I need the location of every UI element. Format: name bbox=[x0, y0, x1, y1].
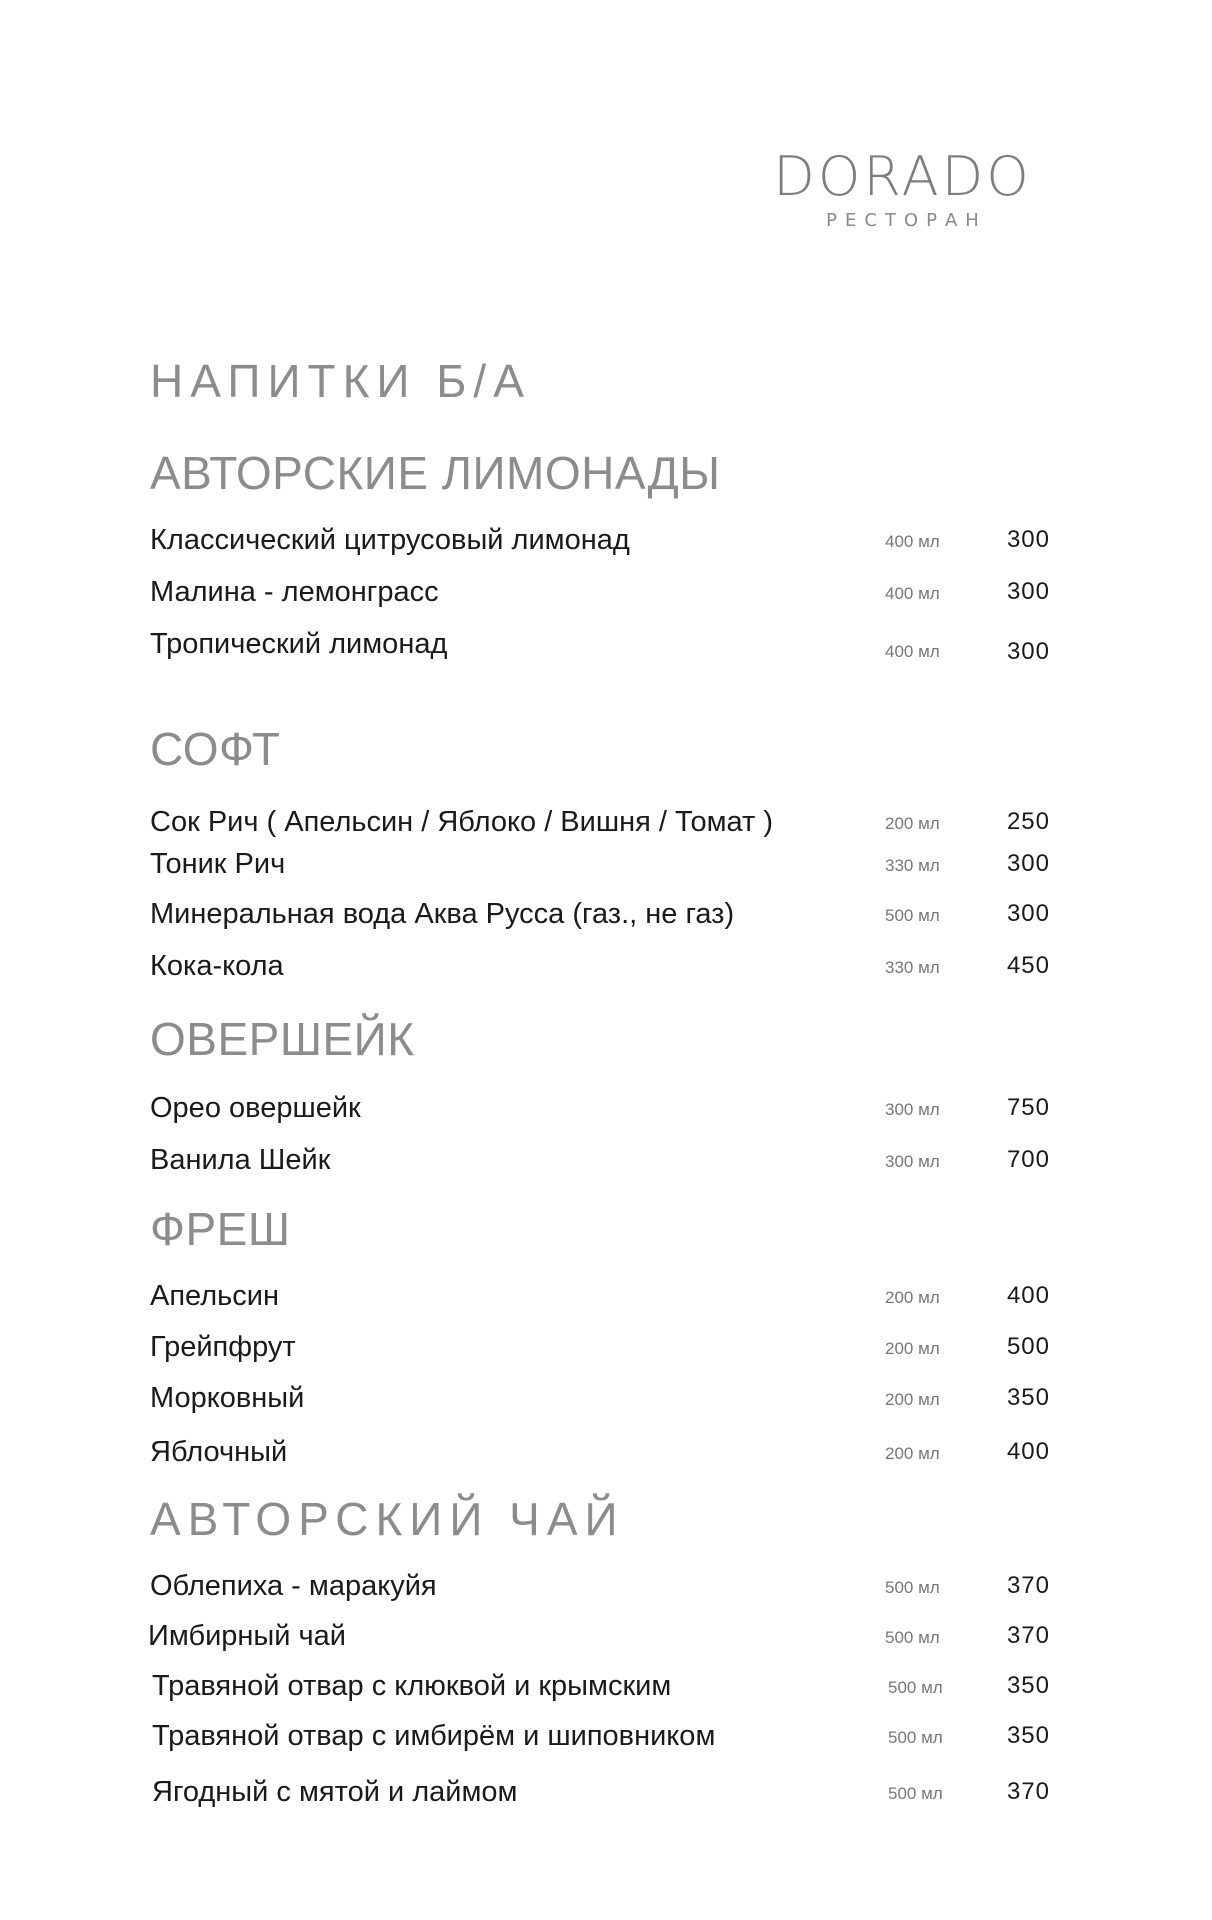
item-volume: 200 мл bbox=[885, 1339, 940, 1358]
menu-item bbox=[150, 950, 1050, 982]
item-volume: 400 мл bbox=[885, 642, 940, 661]
item-name: Грейпфрут bbox=[150, 1331, 296, 1363]
item-price: 370 bbox=[1006, 1572, 1050, 1599]
item-price: 250 bbox=[1006, 808, 1050, 835]
item-name: Морковный bbox=[150, 1382, 305, 1414]
item-price: 500 bbox=[1006, 1333, 1050, 1360]
item-price: 300 bbox=[1006, 900, 1050, 927]
item-price: 300 bbox=[1006, 526, 1050, 553]
item-name: Травяной отвар с клюквой и крымским bbox=[152, 1670, 672, 1702]
item-name: Травяной отвар с имбирём и шиповником bbox=[152, 1720, 716, 1752]
section-title: АВТОРСКИЕ ЛИМОНАДЫ bbox=[150, 447, 721, 499]
item-price: 300 bbox=[1006, 578, 1050, 605]
item-name: Минеральная вода Аква Русса (газ., не газ) bbox=[150, 898, 735, 930]
item-name: Тропический лимонад bbox=[150, 628, 448, 660]
restaurant-logo bbox=[755, 145, 1050, 231]
menu-item bbox=[150, 524, 1050, 556]
section-soft bbox=[150, 723, 1050, 982]
item-price: 350 bbox=[1006, 1672, 1050, 1699]
item-name: Имбирный чай bbox=[148, 1620, 346, 1652]
menu-item bbox=[150, 1280, 1050, 1312]
item-price: 400 bbox=[1006, 1438, 1050, 1465]
menu-item bbox=[150, 576, 1050, 608]
item-volume: 200 мл bbox=[885, 1444, 940, 1463]
item-price: 450 bbox=[1006, 952, 1050, 979]
menu-item bbox=[150, 806, 1050, 838]
section-title: АВТОРСКИЙ ЧАЙ bbox=[150, 1493, 625, 1545]
item-price: 750 bbox=[1006, 1094, 1050, 1121]
item-name: Ягодный с мятой и лаймом bbox=[152, 1776, 518, 1808]
item-price: 370 bbox=[1006, 1622, 1050, 1649]
item-volume: 500 мл bbox=[888, 1678, 943, 1697]
item-name: Яблочный bbox=[150, 1436, 288, 1468]
menu-item bbox=[150, 1436, 1050, 1468]
section-signature-tea bbox=[148, 1493, 1050, 1808]
menu-item bbox=[150, 1092, 1050, 1124]
item-name: Ванила Шейк bbox=[150, 1144, 331, 1176]
item-name: Тоник Рич bbox=[150, 848, 286, 880]
item-volume: 500 мл bbox=[885, 1578, 940, 1597]
item-volume: 200 мл bbox=[885, 1288, 940, 1307]
item-volume: 300 мл bbox=[885, 1152, 940, 1171]
item-name: Облепиха - маракуйя bbox=[150, 1570, 437, 1602]
section-title: СОФТ bbox=[150, 723, 281, 775]
item-name: Классический цитрусовый лимонад bbox=[150, 524, 630, 556]
menu-item bbox=[150, 1331, 1050, 1363]
item-name: Малина - лемонграсс bbox=[150, 576, 439, 608]
menu-item bbox=[150, 1382, 1050, 1414]
section-lemonades bbox=[150, 447, 1050, 665]
menu-item bbox=[150, 1776, 1050, 1808]
menu-item bbox=[150, 848, 1050, 880]
menu-item bbox=[150, 1670, 1050, 1702]
brand-subtitle: РЕСТОРАН bbox=[826, 210, 987, 231]
item-volume: 500 мл bbox=[888, 1784, 943, 1803]
page-title: НАПИТКИ Б/А bbox=[150, 355, 531, 407]
item-volume: 200 мл bbox=[885, 814, 940, 833]
item-price: 300 bbox=[1006, 638, 1050, 665]
item-volume: 400 мл bbox=[885, 532, 940, 551]
item-price: 350 bbox=[1006, 1384, 1050, 1411]
menu-item bbox=[150, 628, 1050, 665]
item-name: Апельсин bbox=[150, 1280, 279, 1312]
item-volume: 300 мл bbox=[885, 1100, 940, 1119]
item-price: 370 bbox=[1006, 1778, 1050, 1805]
section-title: ОВЕРШЕЙК bbox=[150, 1013, 415, 1065]
menu-item bbox=[150, 898, 1050, 930]
section-overshake bbox=[150, 1013, 1050, 1176]
brand-name: DORADO bbox=[773, 145, 1032, 208]
item-volume: 500 мл bbox=[885, 1628, 940, 1647]
item-volume: 500 мл bbox=[885, 906, 940, 925]
item-price: 700 bbox=[1006, 1146, 1050, 1173]
item-volume: 330 мл bbox=[885, 856, 940, 875]
section-fresh bbox=[150, 1203, 1050, 1468]
item-price: 350 bbox=[1006, 1722, 1050, 1749]
item-price: 400 bbox=[1006, 1282, 1050, 1309]
menu-item bbox=[150, 1720, 1050, 1752]
item-name: Кока-кола bbox=[150, 950, 284, 982]
item-volume: 400 мл bbox=[885, 584, 940, 603]
item-volume: 200 мл bbox=[885, 1390, 940, 1409]
menu-item bbox=[150, 1620, 1050, 1652]
item-volume: 330 мл bbox=[885, 958, 940, 977]
item-name: Сок Рич ( Апельсин / Яблоко / Вишня / Томат ) bbox=[150, 806, 774, 838]
item-price: 300 bbox=[1006, 850, 1050, 877]
menu-item bbox=[150, 1144, 1050, 1176]
section-title: ФРЕШ bbox=[150, 1203, 291, 1255]
item-volume: 500 мл bbox=[888, 1728, 943, 1747]
item-name: Орео овершейк bbox=[150, 1092, 361, 1124]
menu-item bbox=[150, 1570, 1050, 1602]
